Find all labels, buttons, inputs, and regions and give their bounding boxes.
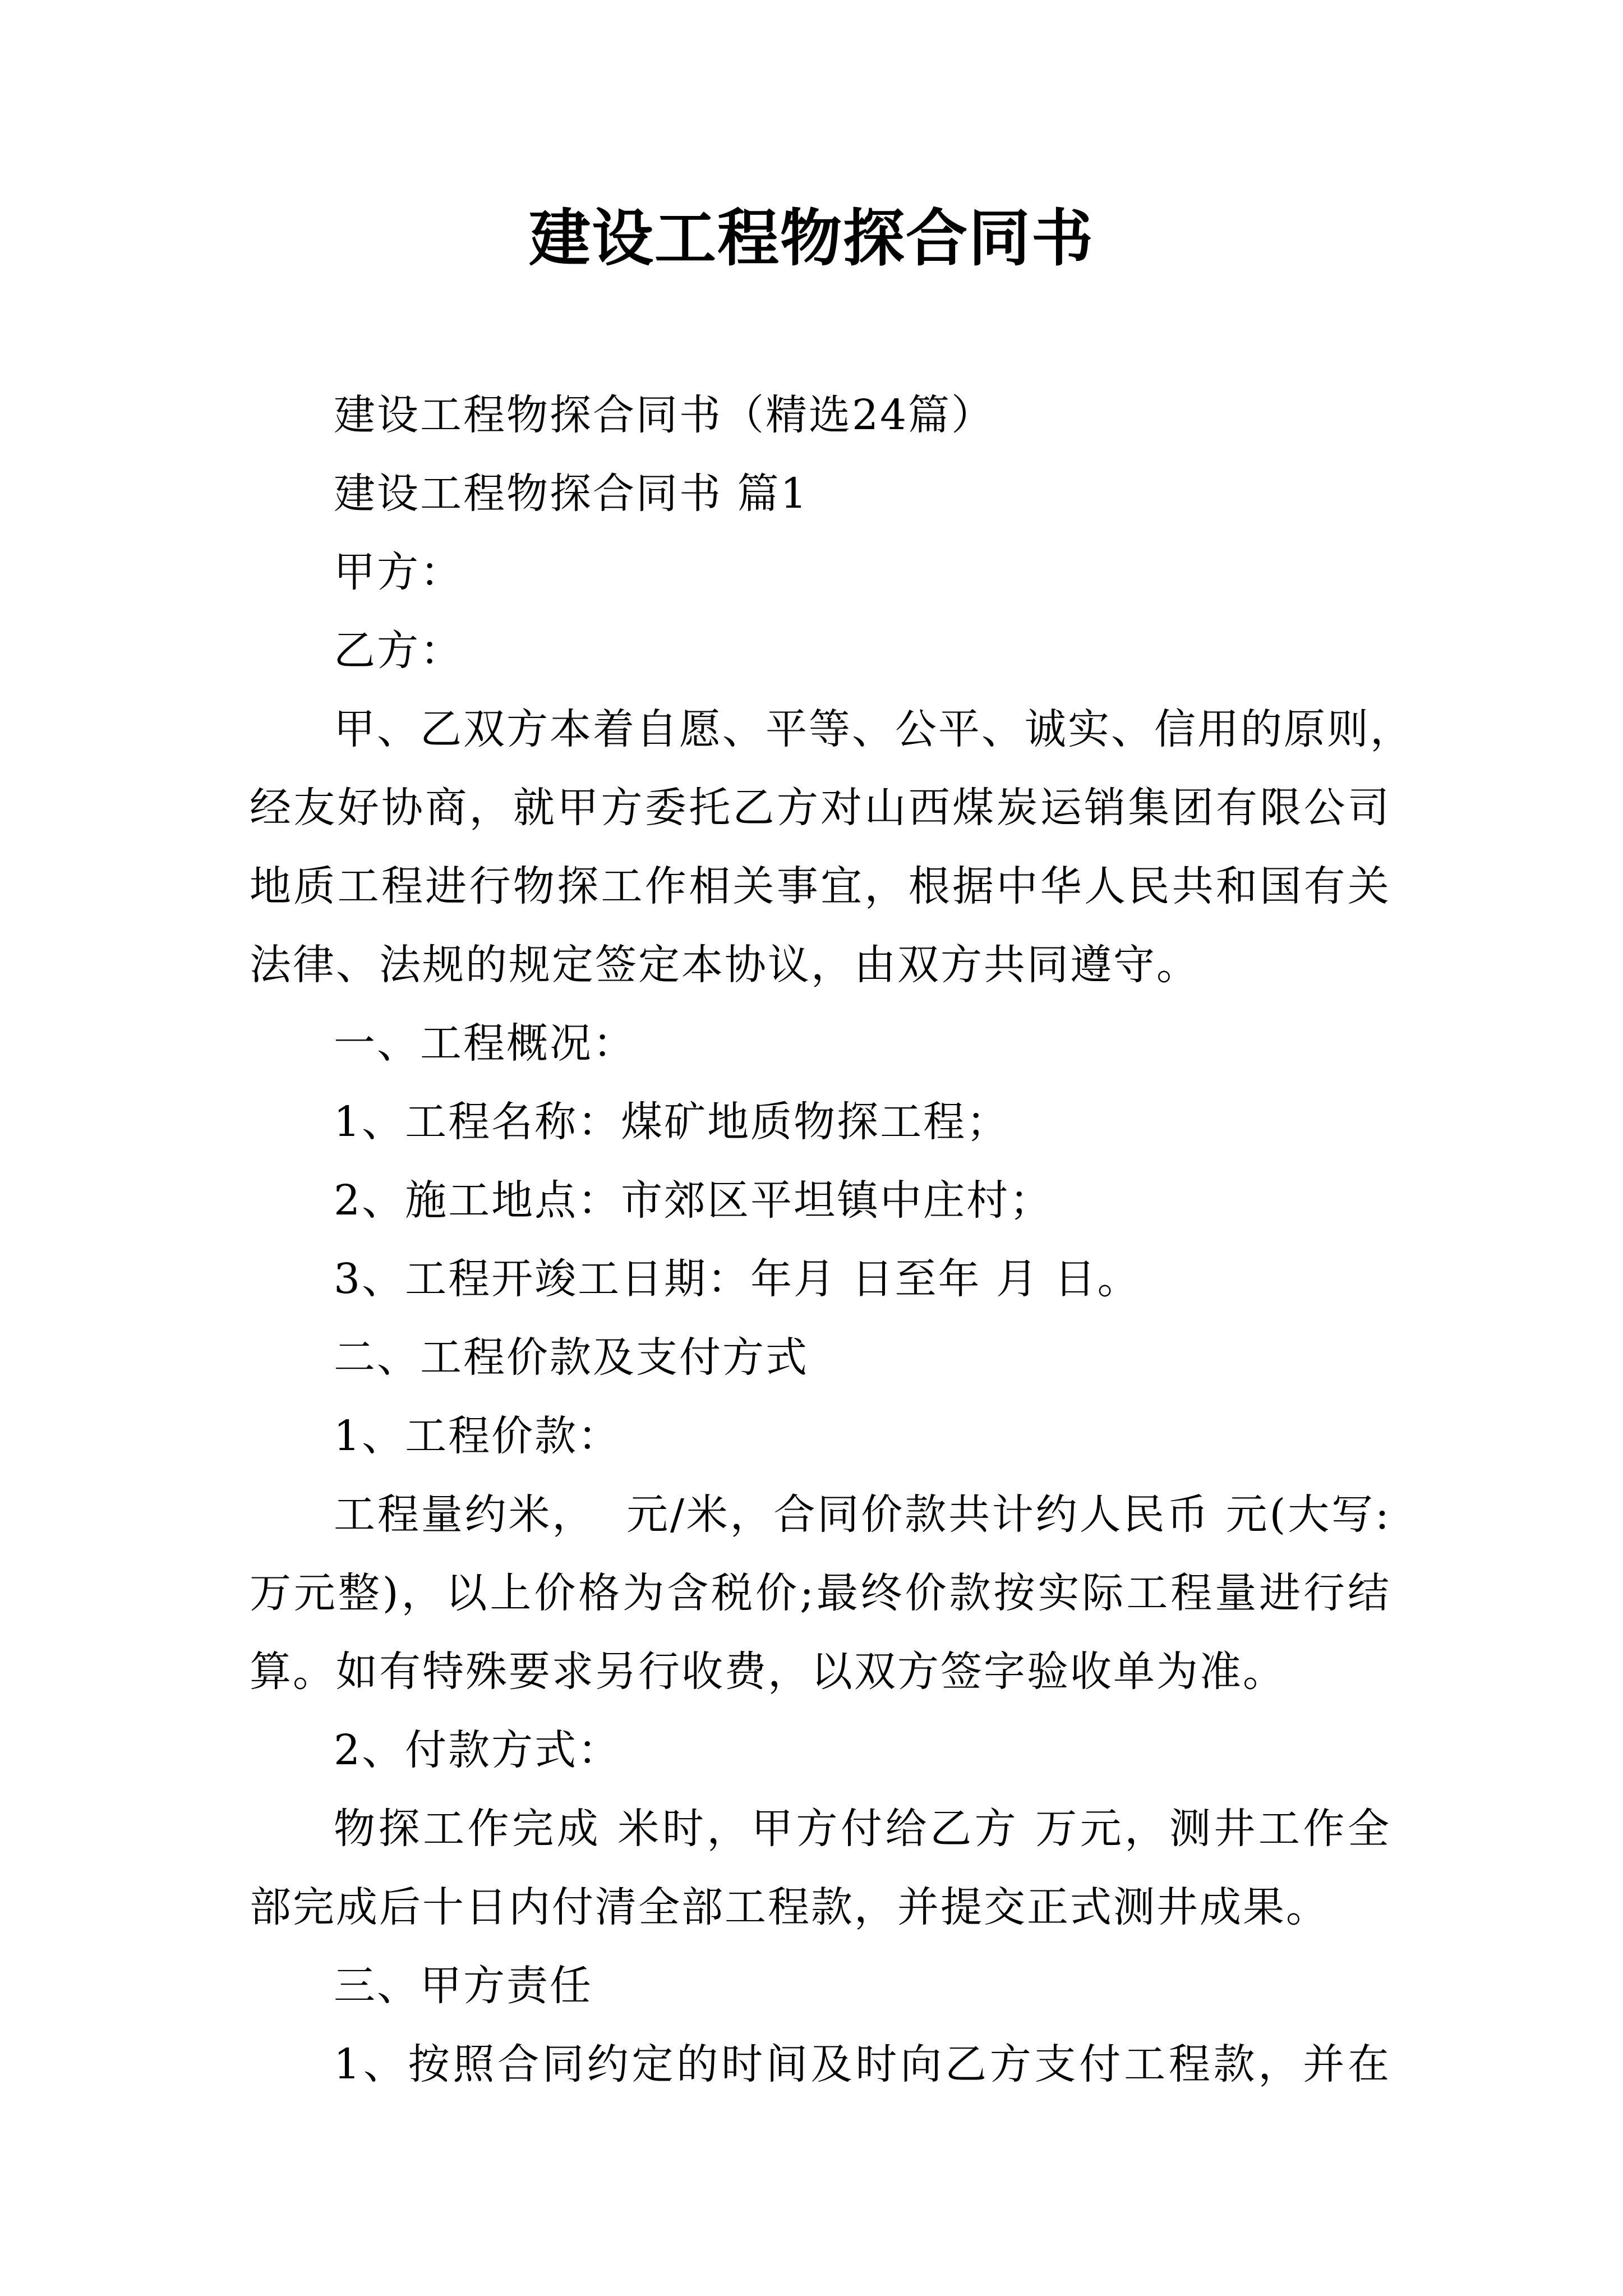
clause-item: 2、施工地点：市郊区平坦镇中庄村； (334, 1176, 1053, 1225)
paragraph-line: 经友好协商，就甲方委托乙方对山西煤炭运销集团有限公司 (250, 784, 1391, 832)
clause-item: 1、工程名称：煤矿地质物探工程； (334, 1098, 1010, 1146)
clause-item: 2、付款方式： (334, 1726, 621, 1774)
clause-heading: 一、工程概况： (334, 1019, 636, 1068)
clause-heading: 二、工程价款及支付方式 (334, 1333, 809, 1382)
paragraph-line: 甲、乙双方本着自愿、平等、公平、诚实、信用的原则， (334, 705, 1413, 753)
paragraph-line: 工程量约米， 元/米，合同价款共计约人民币 元(大写: (334, 1490, 1391, 1539)
paragraph-line: 地质工程进行物探工作相关事宜，根据中华人民共和国有关 (250, 862, 1391, 910)
clause-heading: 三、甲方责任 (334, 1962, 593, 2010)
paragraph-line: 法律、法规的规定签定本协议，由双方共同遵守。 (250, 941, 1200, 989)
paragraph-line: 1、按照合同约定的时间及时向乙方支付工程款，并在 (334, 2040, 1391, 2088)
clause-item: 1、工程价款： (334, 1412, 621, 1460)
subtitle-line: 建设工程物探合同书（精选24篇） (334, 391, 995, 439)
clause-item: 3、工程开竣工日期：年月 日至年 月 日。 (334, 1255, 1141, 1303)
party-a-line: 甲方： (334, 548, 463, 596)
paragraph-line: 部完成后十日内付清全部工程款，并提交正式测井成果。 (250, 1883, 1329, 1931)
paragraph-line: 算。如有特殊要求另行收费，以双方签字验收单为准。 (250, 1648, 1286, 1696)
party-b-line: 乙方： (334, 627, 463, 675)
document-title: 建设工程物探合同书 (529, 202, 1094, 274)
document-body (250, 376, 1413, 2104)
paragraph-line: 万元整)，以上价格为含税价;最终价款按实际工程量进行结 (250, 1569, 1391, 1617)
paragraph-line: 物探工作完成 米时，甲方付给乙方 万元，测井工作全 (334, 1805, 1391, 1853)
section-heading: 建设工程物探合同书 篇1 (334, 470, 809, 518)
